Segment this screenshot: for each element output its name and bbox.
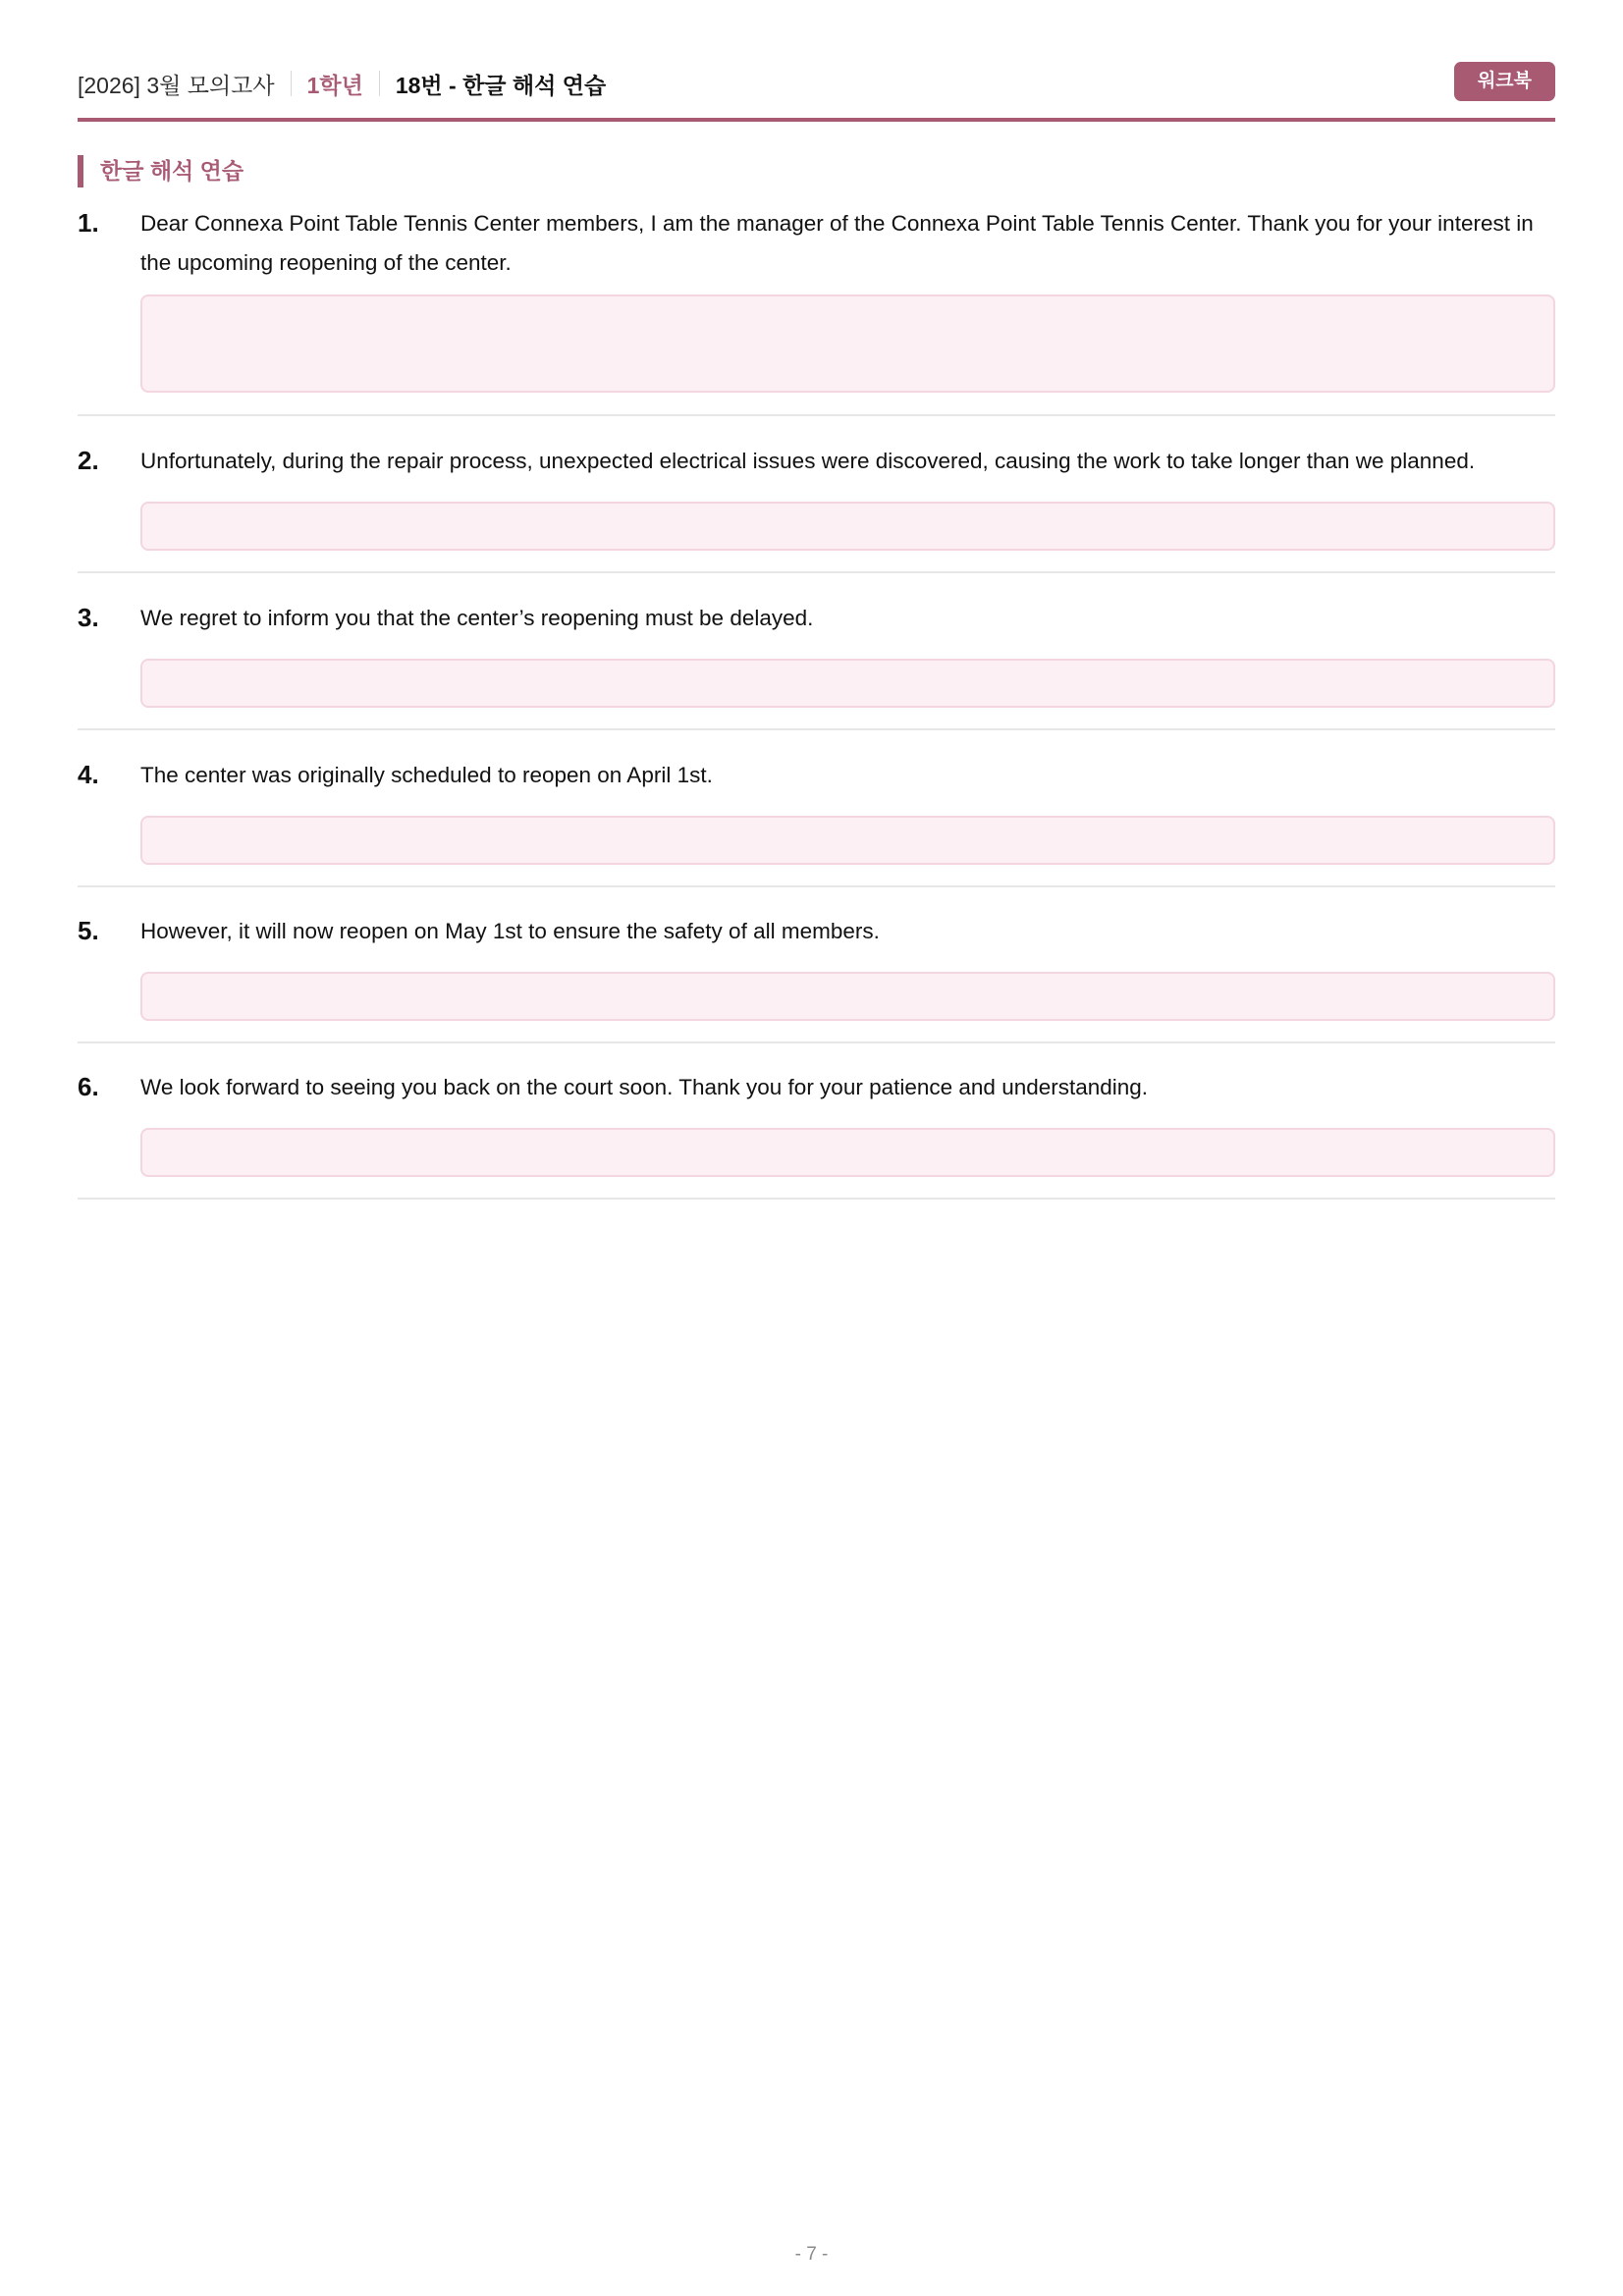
page-header: [78, 59, 1555, 122]
header-divider: [291, 71, 292, 96]
worksheet-page: [78, 0, 1555, 2296]
item-number: 6.: [78, 1072, 99, 1101]
answer-input[interactable]: [140, 294, 1555, 393]
item-sentence: The center was originally scheduled to reopen on April 1st.: [140, 763, 713, 787]
item-sentence: We regret to inform you that the center’s reopening must be delayed.: [140, 606, 814, 630]
item-number: 2.: [78, 446, 99, 475]
item-sentence: However, it will now reopen on May 1st to ensure the safety of all members.: [140, 919, 880, 943]
exercise-item-6: [78, 1060, 1555, 1200]
exercise-item-4: [78, 748, 1555, 887]
workbook-badge: 워크북: [1454, 62, 1555, 101]
lesson-title: 18번 - 한글 해석 연습: [395, 72, 607, 98]
exercise-item-1: [78, 196, 1555, 416]
header-divider: [379, 71, 380, 96]
answer-input[interactable]: [140, 1128, 1555, 1177]
answer-input[interactable]: [140, 972, 1555, 1021]
item-sentence: Dear Connexa Point Table Tennis Center members, I am the manager of the Connexa Point Table Tennis Center. Thank you for your interest in the upcoming reopening of the center.: [140, 211, 1534, 275]
item-number: 4.: [78, 760, 99, 789]
answer-input[interactable]: [140, 659, 1555, 708]
item-number: 5.: [78, 916, 99, 945]
page-number: - 7 -: [794, 2244, 829, 2265]
header-breadcrumb: [78, 69, 606, 98]
exercise-item-5: [78, 904, 1555, 1043]
section-title: 한글 해석 연습: [78, 155, 243, 187]
exercise-item-3: [78, 591, 1555, 730]
answer-input[interactable]: [140, 502, 1555, 551]
item-sentence: Unfortunately, during the repair process, unexpected electrical issues were discovered, causing the work to take longer than we planned.: [140, 449, 1476, 473]
item-number: 3.: [78, 603, 99, 632]
item-number: 1.: [78, 208, 99, 238]
answer-input[interactable]: [140, 816, 1555, 865]
grade-label: 1학년: [306, 72, 363, 98]
exam-label: [2026] 3월 모의고사: [78, 72, 275, 98]
exercise-item-2: [78, 434, 1555, 573]
item-sentence: We look forward to seeing you back on the court soon. Thank you for your patience and understanding.: [140, 1075, 1149, 1099]
